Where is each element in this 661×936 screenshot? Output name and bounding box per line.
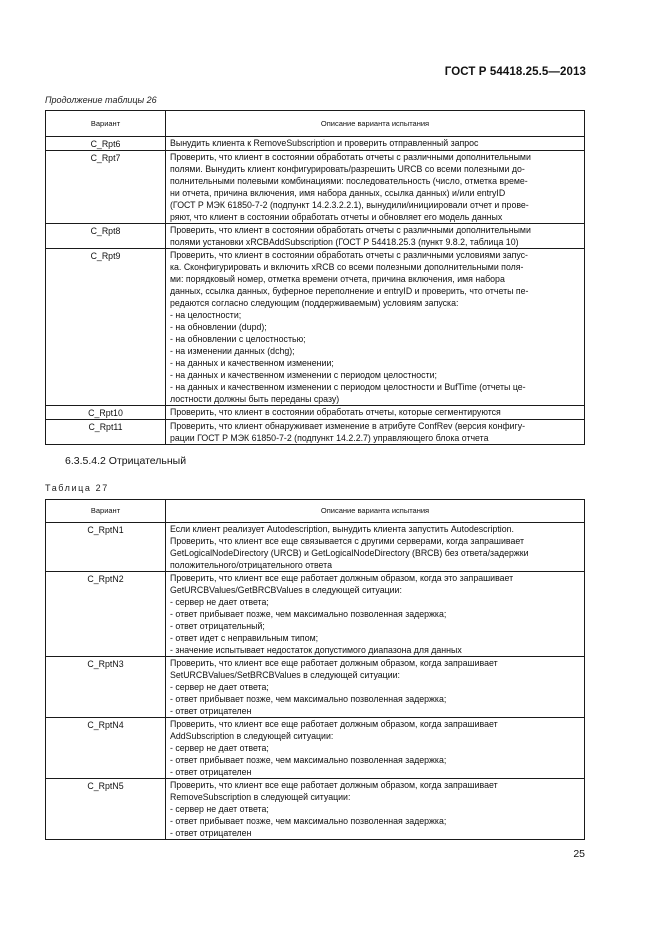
description-line: Проверить, что клиент в состоянии обработать отчеты с различными дополнительными [170,152,531,162]
description-line: - ответ отрицателен [170,767,252,777]
description-line: - ответ прибывает позже, чем максимально позволенная задержка; [170,694,447,704]
description-line: данных, ссылка данных, буферное переполнение и entryID и проверить, что отчеты пе- [170,286,529,296]
variant-cell: C_RptN2 [46,572,166,657]
description-line: Проверить, что клиент все еще связывается с другими серверами, когда запрашивает [170,536,524,546]
description-cell [166,151,585,224]
description-line: - сервер не дает ответа; [170,597,269,607]
description-cell [166,406,585,420]
description-cell [166,718,585,779]
variant-cell: C_RptN4 [46,718,166,779]
page-number: 25 [573,848,585,860]
description-line: - на данных и качественном изменении с периодом целостности и BufTime (отчеты це- [170,382,526,392]
description-line: - значение испытывает недостаток допустимого диапазона для данных [170,645,462,655]
description-line: ряют, что клиент в состоянии обработать отчеты и обновляет его модель данных [170,212,503,222]
description-line: RemoveSubscription в следующей ситуации: [170,792,351,802]
description-line: - на изменении данных (dchg); [170,346,295,356]
table-row [46,406,585,420]
description-line: AddSubscription в следующей ситуации: [170,731,334,741]
column-header-variant: Вариант [46,111,166,137]
description-line: - сервер не дает ответа; [170,743,269,753]
description-line: лостности должны быть переданы сразу) [170,394,340,404]
description-line: рации ГОСТ Р МЭК 61850-7-2 (подпункт 14.2.2.7) управляющего блока отчета [170,433,489,443]
description-cell [166,572,585,657]
description-line: - ответ прибывает позже, чем максимально позволенная задержка; [170,609,447,619]
description-line: - сервер не дает ответа; [170,682,269,692]
description-line: - ответ отрицателен [170,706,252,716]
description-line: - сервер не дает ответа; [170,804,269,814]
description-line: ми: порядковый номер, отметка времени отчета, причина включения, имя набора [170,274,505,284]
description-line: полями установки xRCBAddSubscription (ГОСТ Р 54418.25.3 (пункт 9.8.2, таблица 10) [170,237,519,247]
table-row [46,420,585,445]
variant-cell: C_RptN1 [46,523,166,572]
description-cell [166,523,585,572]
description-line: Проверить, что клиент все еще работает должным образом, когда запрашивает [170,780,498,790]
description-line: Проверить, что клиент в состоянии обработать отчеты, которые сегментируются [170,407,501,417]
description-line: ни отчета, причина включения, имя набора данных, ссылка данных) и/или entryID [170,188,506,198]
description-line: Если клиент реализует Autodescription, вынудить клиента запустить Autodescription. [170,524,514,534]
description-line: Проверить, что клиент обнаруживает изменение в атрибуте ConfRev (версия конфигу- [170,421,526,431]
column-header-description: Описание варианта испытания [166,111,585,137]
description-line: - ответ прибывает позже, чем максимально позволенная задержка; [170,755,447,765]
description-line: Проверить, что клиент все еще работает должным образом, когда запрашивает [170,658,498,668]
description-line: редаются согласно следующим (поддерживаемым) условиям запуска: [170,298,459,308]
variant-cell: C_Rpt11 [46,420,166,445]
description-line: - ответ отрицательный; [170,621,265,631]
description-cell [166,657,585,718]
description-line: (ГОСТ Р МЭК 61850-7-2 (подпункт 14.2.3.2.2.1), вынудили/инициировали отчет и прове- [170,200,529,210]
description-line: положительного/отрицательного ответа [170,560,332,570]
table-row [46,137,585,151]
description-line: - на обновлении с целостностью; [170,334,306,344]
variant-cell: C_Rpt10 [46,406,166,420]
description-line: GetLogicalNodeDirectory (URCB) и GetLogicalNodeDirectory (BRCB) без ответа/задержки [170,548,529,558]
table-row [46,718,585,779]
description-cell [166,137,585,151]
table-27 [45,499,585,840]
table-26 [45,110,585,445]
description-line: - на обновлении (dupd); [170,322,267,332]
standard-designation: ГОСТ Р 54418.25.5—2013 [444,66,586,78]
description-line: - ответ прибывает позже, чем максимально позволенная задержка; [170,816,447,826]
table-27-caption: Таблица 27 [45,483,109,493]
description-line: - ответ идет с неправильным типом; [170,633,319,643]
description-line: полнительными полевыми комбинациями: последовательность (число, отметка време- [170,176,528,186]
column-header-description: Описание варианта испытания [166,500,585,523]
description-cell [166,249,585,406]
description-line: Проверить, что клиент все еще работает должным образом, когда это запрашивает [170,573,514,583]
table-row [46,779,585,840]
description-line: Проверить, что клиент все еще работает должным образом, когда запрашивает [170,719,498,729]
description-line: Проверить, что клиент в состоянии обработать отчеты с различными дополнительными [170,225,531,235]
variant-cell: C_Rpt8 [46,224,166,249]
table-row [46,523,585,572]
description-line: - ответ отрицателен [170,828,252,838]
description-cell [166,420,585,445]
table-row [46,657,585,718]
table-row [46,151,585,224]
description-line: ка. Сконфигурировать и включить xRCB со всеми полезными дополнительными поля- [170,262,524,272]
description-line: Вынудить клиента к RemoveSubscription и проверить отправленный запрос [170,138,479,148]
variant-cell: C_RptN3 [46,657,166,718]
description-line: SetURCBValues/SetBRCBValues в следующей ситуации: [170,670,400,680]
column-header-variant: Вариант [46,500,166,523]
description-line: Проверить, что клиент в состоянии обработать отчеты с различными условиями запус- [170,250,528,260]
description-line: - на данных и качественном изменении; [170,358,334,368]
variant-cell: C_RptN5 [46,779,166,840]
variant-cell: C_Rpt7 [46,151,166,224]
variant-cell: C_Rpt6 [46,137,166,151]
description-line: - на целостности; [170,310,242,320]
description-cell [166,224,585,249]
description-line: GetURCBValues/GetBRCBValues в следующей ситуации: [170,585,402,595]
table-26-caption: Продолжение таблицы 26 [45,95,157,105]
section-heading: 6.3.5.4.2 Отрицательный [65,455,187,467]
variant-cell: C_Rpt9 [46,249,166,406]
description-line: полями. Вынудить клиент конфигурировать/разрешить URCB со всеми полезными до- [170,164,525,174]
table-row [46,249,585,406]
table-row [46,572,585,657]
table-row [46,224,585,249]
description-line: - на данных и качественном изменении с периодом целостности; [170,370,437,380]
description-cell [166,779,585,840]
